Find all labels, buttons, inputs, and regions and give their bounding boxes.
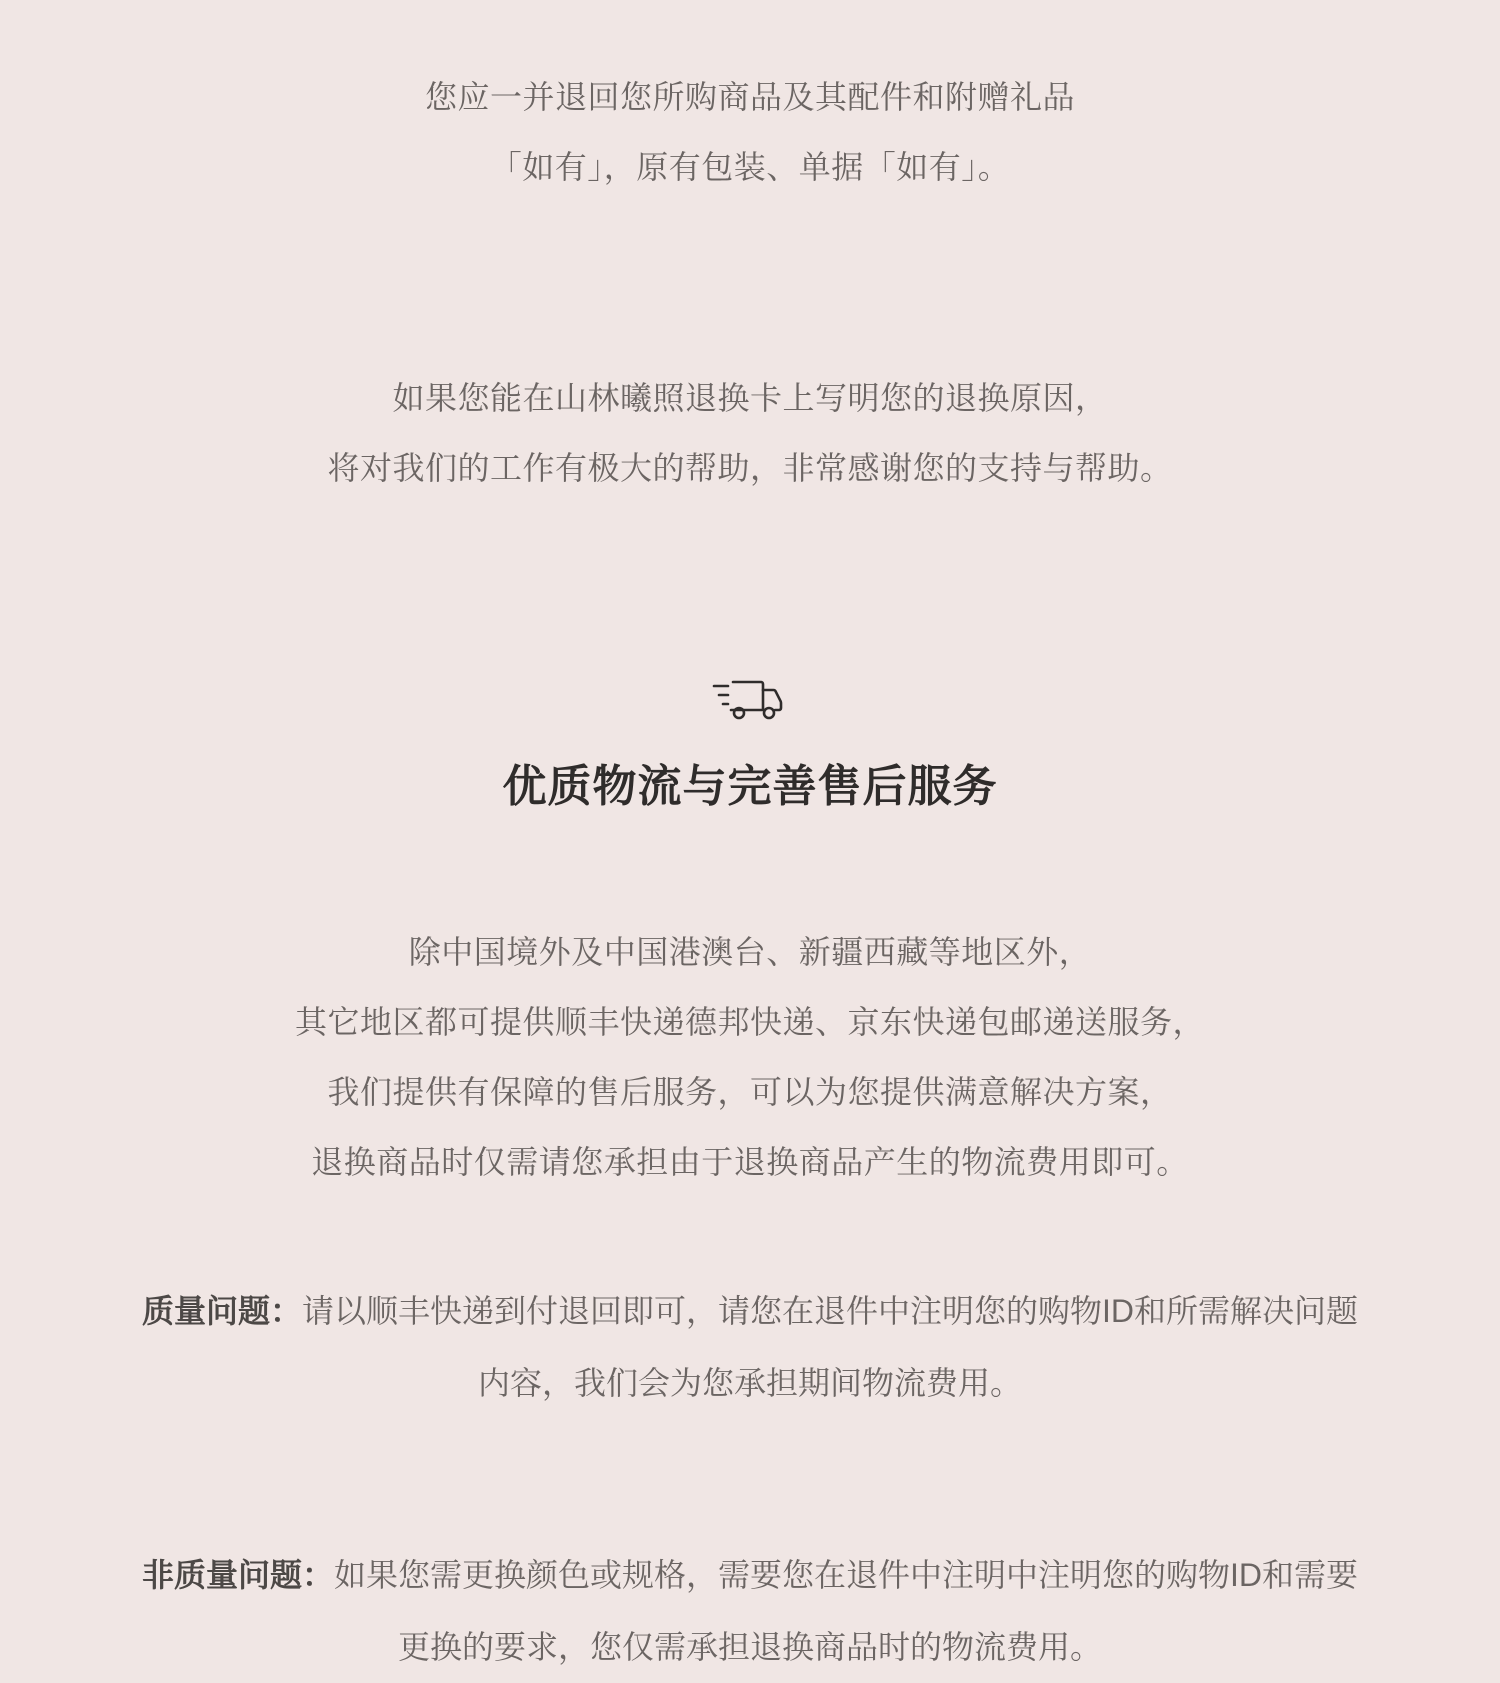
thanks-line-1: 如果您能在山林曦照退换卡上写明您的退换原因，: [392, 380, 1108, 416]
truck-icon-container: [0, 668, 1500, 726]
non-quality-issue-label: 非质量问题：: [141, 1557, 334, 1594]
section-title: 优质物流与完善售后服务: [502, 762, 998, 811]
thanks-block: [0, 234, 1500, 503]
quality-issue-label: 质量问题：: [141, 1293, 302, 1330]
logistics-description-block: [0, 917, 1500, 1197]
delivery-truck-icon: [711, 668, 789, 726]
non-quality-issue-block: [0, 1539, 1500, 1683]
non-quality-issue-text: 如果您需更换颜色或规格，需要您在退件中注明中注明您的购物ID和需要更换的要求，您仅需承担退换商品时的物流费用。: [334, 1557, 1359, 1666]
logistics-line-2: 其它地区都可提供顺丰快递德邦快递、京东快递包邮递送服务，: [294, 1004, 1205, 1041]
thanks-text: [0, 363, 1500, 503]
quality-issue-block: [0, 1275, 1500, 1419]
logistics-line-3: 我们提供有保障的售后服务，可以为您提供满意解决方案，: [327, 1074, 1173, 1111]
thanks-line-2: 将对我们的工作有极大的帮助，非常感谢您的支持与帮助。: [327, 450, 1173, 486]
logistics-line-4: 退换商品时仅需请您承担由于退换商品产生的物流费用即可。: [311, 1144, 1189, 1181]
return-policy-block: [0, 0, 1500, 202]
return-policy-text: [0, 62, 1500, 202]
return-policy-line-2: 「如有」，原有包装、单据「如有」。: [489, 149, 1011, 185]
return-policy-line-1: 您应一并退回您所购商品及其配件和附赠礼品: [424, 79, 1075, 115]
logistics-line-1: 除中国境外及中国港澳台、新疆西藏等地区外，: [408, 934, 1092, 971]
quality-issue-text: 请以顺丰快递到付退回即可，请您在退件中注明您的购物ID和所需解决问题内容，我们会为您承担期间物流费用。: [302, 1293, 1359, 1402]
logistics-description-text: [0, 917, 1500, 1197]
